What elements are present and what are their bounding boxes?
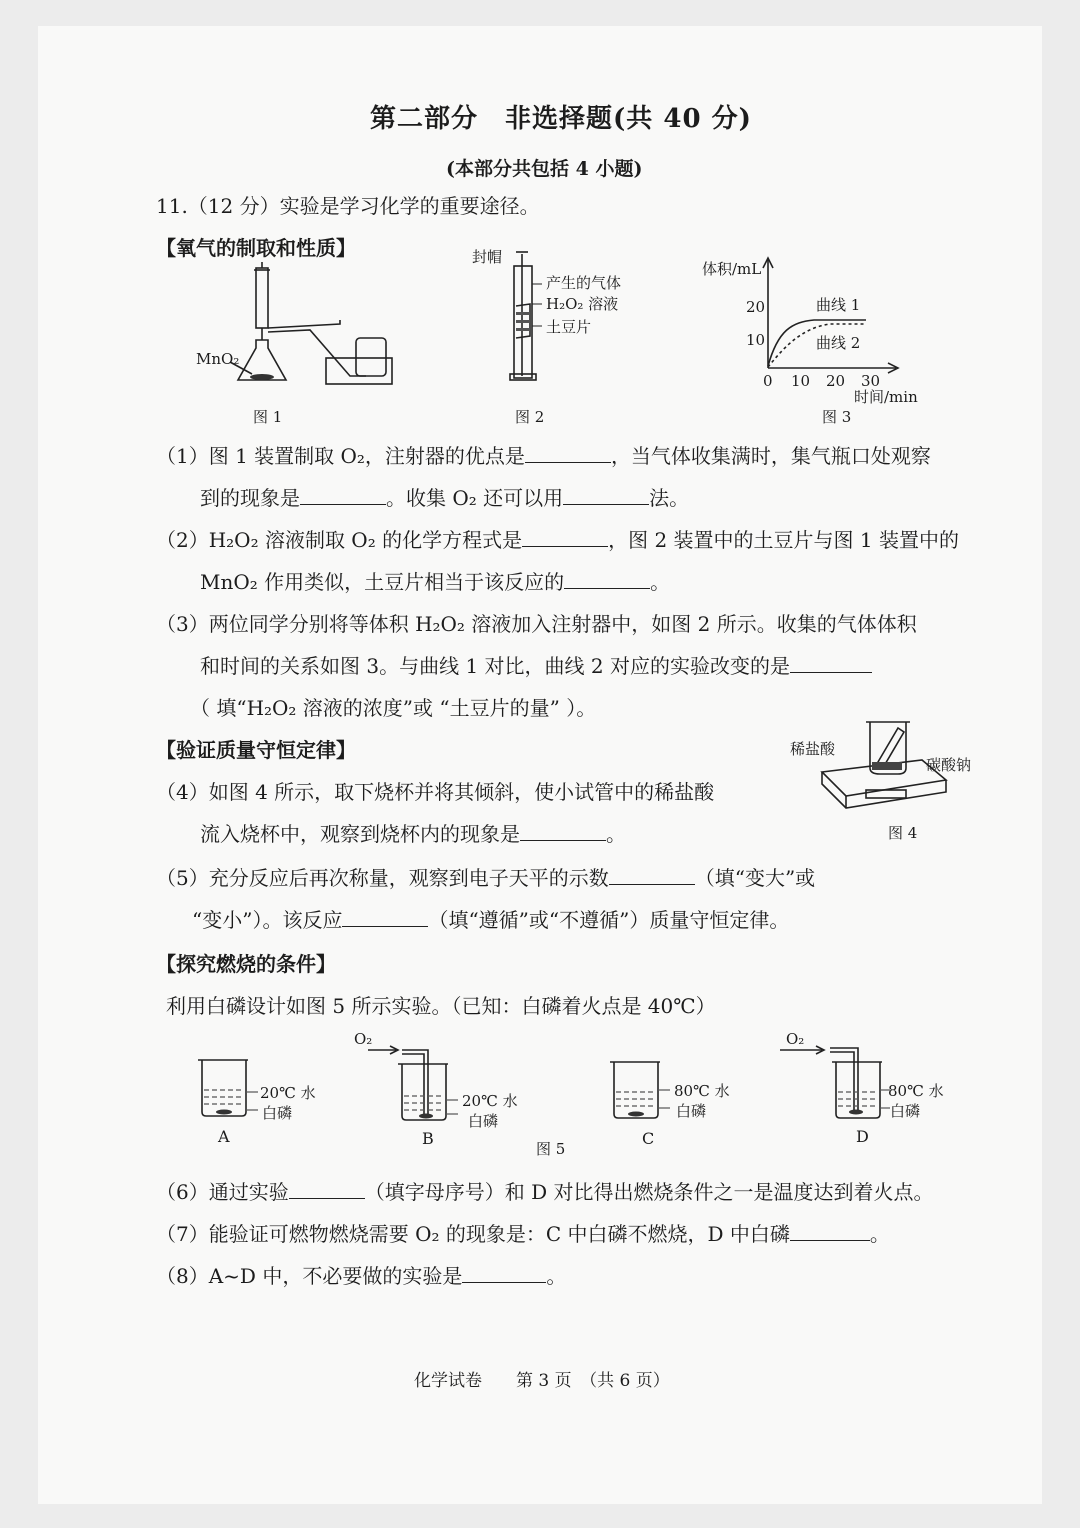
part1-line1 (156, 440, 931, 469)
answer-blank-11[interactable] (790, 1218, 870, 1241)
fig5-c-phosphorus: 白磷 (676, 1102, 707, 1120)
figure-2-syringe (470, 246, 670, 386)
part5-line1 (156, 862, 815, 891)
figure-5-experiments (190, 1030, 970, 1160)
fig5-caption: 图 5 (536, 1140, 566, 1158)
fig3-xtick-30: 30 (861, 372, 881, 390)
part7-text-b: 。 (869, 1222, 890, 1246)
fig3-ytick-20: 20 (746, 298, 766, 316)
part8-text-a: （8）A~D 中，不必要做的实验是 (156, 1264, 463, 1288)
fig5-c-letter: C (642, 1129, 655, 1148)
fig4-acid-label: 稀盐酸 (790, 740, 836, 758)
part2-text-d: 。 (650, 570, 671, 594)
answer-blank-12[interactable] (462, 1260, 546, 1283)
part1-text-e: 法。 (649, 486, 690, 510)
answer-blank-9[interactable] (342, 904, 428, 927)
fig2-potato-label: 土豆片 (546, 318, 592, 336)
part6-text-a: （6）通过实验 (156, 1180, 289, 1204)
part2-text-c: MnO₂ 作用类似，土豆片相当于该反应的 (200, 570, 565, 594)
fig5-c-water: 80℃ 水 (674, 1082, 730, 1100)
part2-text-a: （2）H₂O₂ 溶液制取 O₂ 的化学方程式是 (156, 528, 523, 552)
fig2-cap-label: 封帽 (472, 248, 503, 266)
part4-text-c: 。 (606, 822, 626, 846)
fig3-xtick-20: 20 (826, 372, 846, 390)
part2-text-b: ，图 2 装置中的土豆片与图 1 装置中的 (608, 528, 959, 552)
answer-blank-4[interactable] (522, 524, 608, 547)
fig3-ylabel: 体积/mL (702, 260, 762, 278)
beaker-c (610, 1062, 660, 1118)
part5-line2 (192, 904, 789, 933)
fig5-a-water: 20℃ 水 (260, 1084, 316, 1102)
part5-text-d: （填“遵循”或“不遵循”）质量守恒定律。 (428, 908, 790, 932)
fig3-ytick-10: 10 (746, 331, 766, 349)
question-intro: 11.（12 分）实验是学习化学的重要途径。 (156, 194, 540, 218)
part1-text-c: 到的现象是 (200, 486, 300, 510)
page-subtitle: (本部分共包括 4 小题) (446, 158, 643, 180)
part5-text-b: （填“变大”或 (694, 866, 816, 890)
fig5-b-gas: O₂ (354, 1030, 373, 1048)
answer-blank-3[interactable] (563, 482, 649, 505)
beaker-b (368, 1046, 448, 1120)
answer-blank-2[interactable] (300, 482, 386, 505)
answer-blank-10[interactable] (289, 1176, 365, 1199)
part3-line3: （ 填“H₂O₂ 溶液的浓度”或 “土豆片的量” ）。 (190, 696, 597, 720)
part1-text-a: （1）图 1 装置制取 O₂，注射器的优点是 (156, 444, 525, 468)
part5-text-a: （5）充分反应后再次称量，观察到电子天平的示数 (156, 866, 609, 890)
part8-text-b: 。 (546, 1264, 567, 1288)
fig5-d-phosphorus: 白磷 (890, 1102, 921, 1120)
fig4-caption: 图 4 (888, 824, 918, 842)
fig2-gas-label: 产生的气体 (546, 274, 622, 292)
fig3-curve2-label: 曲线 2 (816, 334, 861, 352)
page-footer: 化学试卷 第 3 页 （共 6 页） (414, 1371, 670, 1391)
section-mass-conservation: 【验证质量守恒定律】 (156, 738, 356, 762)
fig4-salt-label: 碳酸钠 (926, 756, 972, 774)
part3-text-b: 和时间的关系如图 3。与曲线 1 对比，曲线 2 对应的实验改变的是 (200, 654, 790, 678)
fig5-a-letter: A (218, 1127, 230, 1146)
fig3-xtick-0: 0 (763, 372, 773, 390)
part3-line2 (200, 650, 872, 679)
fig5-b-phosphorus: 白磷 (468, 1112, 499, 1130)
page-title: 第二部分 非选择题(共 40 分) (370, 104, 752, 134)
fig5-b-letter: B (422, 1129, 434, 1148)
fig3-xtick-10: 10 (791, 372, 811, 390)
part8-line (156, 1260, 566, 1289)
part6-line (156, 1176, 933, 1205)
part3-line1: （3）两位同学分别将等体积 H₂O₂ 溶液加入注射器中，如图 2 所示。收集的气体体积 (156, 612, 917, 636)
fig3-curve1-label: 曲线 1 (816, 296, 861, 314)
answer-blank-7[interactable] (520, 818, 606, 841)
part2-line1 (156, 524, 959, 553)
part1-text-b: ，当气体收集满时，集气瓶口处观察 (610, 444, 931, 468)
fig1-mno2-label: MnO₂ (196, 350, 240, 368)
fig2-caption: 图 2 (515, 408, 545, 426)
part7-line (156, 1218, 890, 1247)
part1-text-d: 。收集 O₂ 还可以用 (386, 486, 564, 510)
part5-text-c: “变小”）。该反应 (192, 908, 343, 932)
fig5-d-letter: D (856, 1127, 869, 1146)
fig5-a-phosphorus: 白磷 (262, 1104, 293, 1122)
fig3-xlabel: 时间/min (854, 388, 918, 406)
part4-line2 (200, 818, 626, 847)
fig3-caption: 图 3 (822, 408, 852, 426)
part1-line2 (200, 482, 689, 511)
figure-1-apparatus (190, 262, 400, 392)
part4-line1: （4）如图 4 所示，取下烧杯并将其倾斜，使小试管中的稀盐酸 (156, 780, 715, 804)
beaker-a (198, 1060, 248, 1116)
fig5-b-water: 20℃ 水 (462, 1092, 518, 1110)
answer-blank-5[interactable] (564, 566, 650, 589)
figure-4-balance (786, 720, 986, 830)
part2-line2 (200, 566, 670, 595)
section-oxygen: 【氧气的制取和性质】 (156, 236, 356, 260)
fig5-d-water: 80℃ 水 (888, 1082, 944, 1100)
answer-blank-8[interactable] (609, 862, 695, 885)
part4-text-b: 流入烧杯中，观察到烧杯内的现象是 (200, 822, 520, 846)
section-combustion: 【探究燃烧的条件】 (156, 952, 336, 976)
fig5-d-gas: O₂ (786, 1030, 805, 1048)
figure-3-graph (700, 256, 940, 406)
part6-text-b: （填字母序号）和 D 对比得出燃烧条件之一是温度达到着火点。 (364, 1180, 934, 1204)
beaker-d (780, 1046, 882, 1118)
answer-blank-1[interactable] (525, 440, 611, 463)
fig5-intro: 利用白磷设计如图 5 所示实验。（已知：白磷着火点是 40℃） (166, 994, 716, 1018)
fig1-caption: 图 1 (253, 408, 283, 426)
fig2-solution-label: H₂O₂ 溶液 (546, 295, 619, 313)
part7-text-a: （7）能验证可燃物燃烧需要 O₂ 的现象是：C 中白磷不燃烧，D 中白磷 (156, 1222, 790, 1246)
answer-blank-6[interactable] (790, 650, 872, 673)
